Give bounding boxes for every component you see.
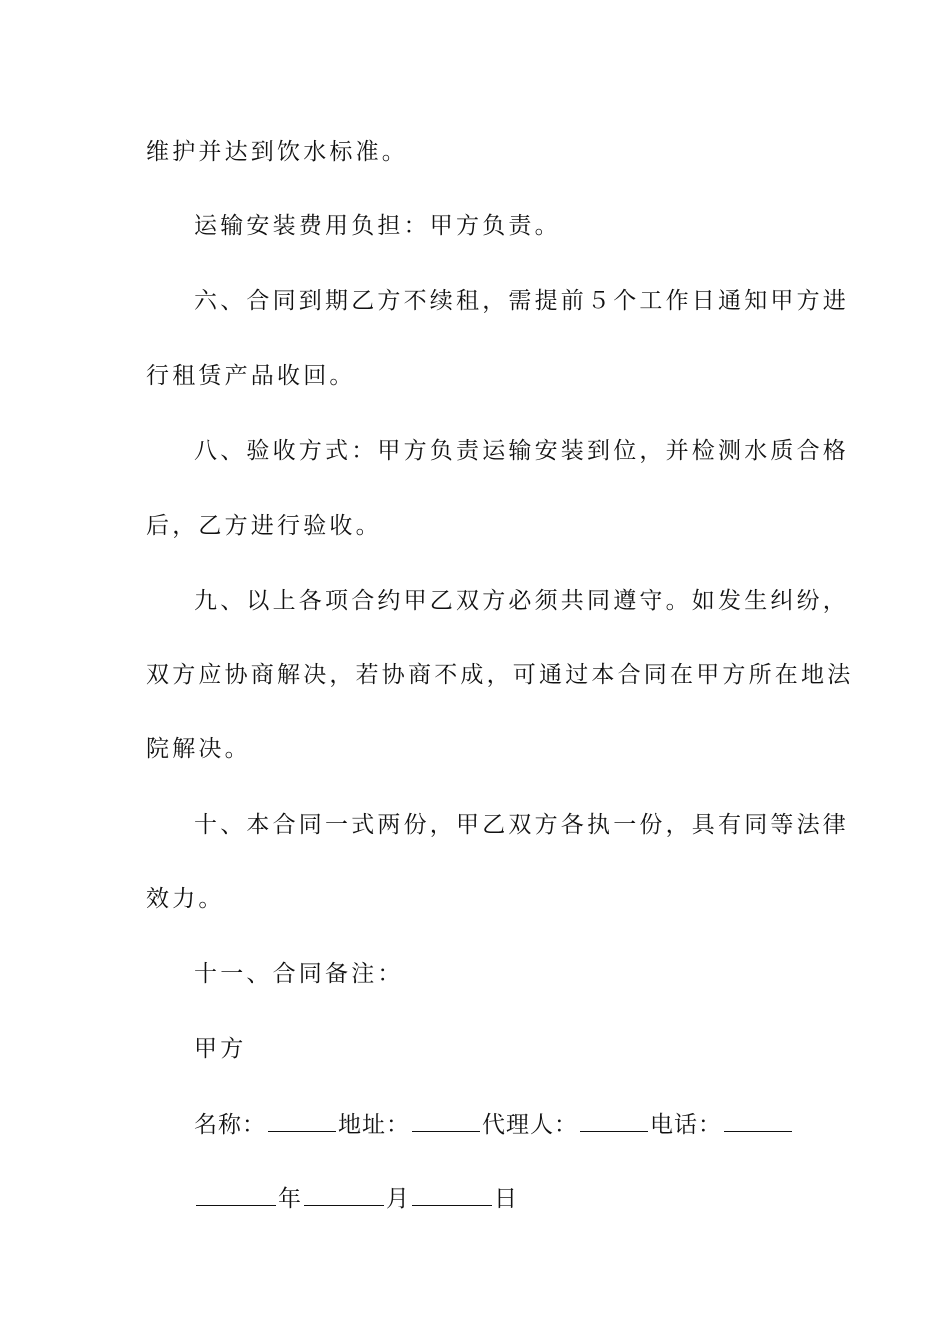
- address-label: 地址：: [338, 1112, 410, 1138]
- phone-label: 电话：: [650, 1112, 722, 1138]
- phone-blank[interactable]: [724, 1109, 792, 1132]
- clause-nine: 九、以上各项合约甲乙双方必须共同遵守。如发生纠纷，: [194, 588, 849, 614]
- date-line: [194, 1183, 518, 1214]
- address-blank[interactable]: [412, 1109, 480, 1132]
- name-blank[interactable]: [268, 1109, 336, 1132]
- name-label: 名称：: [194, 1112, 266, 1138]
- year-label: 年: [278, 1186, 302, 1212]
- text-line: 后，乙方进行验收。: [146, 513, 382, 539]
- agent-label: 代理人：: [482, 1112, 578, 1138]
- clause-six: 六、合同到期乙方不续租，需提前５个工作日通知甲方进: [194, 288, 849, 314]
- party-a-heading: 甲方: [194, 1036, 247, 1062]
- text-line: 运输安装费用负担：甲方负责。: [194, 213, 561, 239]
- text-line: 院解决。: [146, 736, 251, 762]
- day-label: 日: [494, 1186, 518, 1212]
- clause-eleven: 十一、合同备注：: [194, 961, 404, 987]
- day-blank[interactable]: [412, 1183, 492, 1206]
- text-line: 维护并达到饮水标准。: [146, 139, 408, 165]
- year-blank[interactable]: [196, 1183, 276, 1206]
- clause-ten: 十、本合同一式两份，甲乙双方各执一份，具有同等法律: [194, 812, 849, 838]
- text-line: 双方应协商解决，若协商不成，可通过本合同在甲方所在地法: [146, 662, 854, 688]
- month-blank[interactable]: [304, 1183, 384, 1206]
- signature-line: [194, 1109, 794, 1140]
- month-label: 月: [386, 1186, 410, 1212]
- agent-blank[interactable]: [580, 1109, 648, 1132]
- text-line: 效力。: [146, 886, 225, 912]
- clause-eight: 八、验收方式：甲方负责运输安装到位，并检测水质合格: [194, 438, 849, 464]
- text-line: 行租赁产品收回。: [146, 363, 356, 389]
